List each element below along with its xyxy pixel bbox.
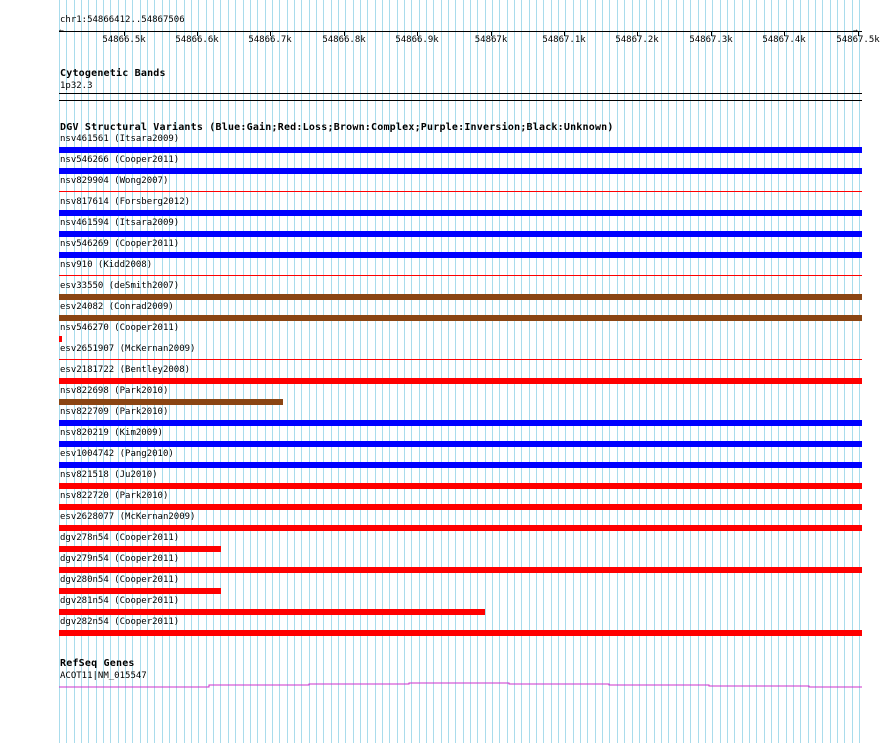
ruler-tick-label: 54866.5k [102,35,146,45]
dgv-feature-label[interactable]: nsv461561 (Itsara2009) [60,134,180,144]
dgv-feature-bar[interactable] [59,210,862,216]
ruler-tick-label: 54866.9k [395,35,439,45]
dgv-feature-bar[interactable] [59,275,862,276]
dgv-feature-bar[interactable] [59,147,862,153]
dgv-feature-label[interactable]: nsv829904 (Wong2007) [60,176,169,186]
ruler-tick-label: 54867.3k [689,35,733,45]
dgv-feature-bar[interactable] [59,359,862,360]
dgv-feature-bar[interactable] [59,168,862,174]
dgv-feature-label[interactable]: esv2181722 (Bentley2008) [60,365,191,375]
dgv-feature-bar[interactable] [59,483,862,489]
cytoband-line-bottom [59,100,862,101]
dgv-feature-bar[interactable] [59,231,862,237]
dgv-feature-bar[interactable] [59,336,62,342]
dgv-feature-label[interactable]: esv2628077 (McKernan2009) [60,512,196,522]
dgv-feature-label[interactable]: nsv546270 (Cooper2011) [60,323,180,333]
refseq-gene-label[interactable]: ACOT11|NM_015547 [60,671,147,681]
dgv-feature-label[interactable]: esv33550 (deSmith2007) [60,281,180,291]
dgv-feature-label[interactable]: dgv282n54 (Cooper2011) [60,617,180,627]
dgv-feature-label[interactable]: nsv822709 (Park2010) [60,407,169,417]
dgv-feature-label[interactable]: nsv910 (Kidd2008) [60,260,153,270]
dgv-feature-label[interactable]: esv24082 (Conrad2009) [60,302,174,312]
dgv-feature-bar[interactable] [59,588,221,594]
dgv-feature-bar[interactable] [59,252,862,258]
ruler-axis-line [59,31,862,32]
ruler-tick-label: 54866.7k [248,35,292,45]
dgv-feature-bar[interactable] [59,630,862,636]
refseq-track-title: RefSeq Genes [60,658,135,669]
dgv-feature-label[interactable]: nsv817614 (Forsberg2012) [60,197,191,207]
dgv-feature-bar[interactable] [59,462,862,468]
dgv-feature-bar[interactable] [59,191,862,192]
ruler-left-arrow: ← [59,26,64,35]
dgv-feature-bar[interactable] [59,546,221,552]
dgv-feature-label[interactable]: nsv822720 (Park2010) [60,491,169,501]
ruler-tick-label: 54867.4k [762,35,806,45]
dgv-feature-bar[interactable] [59,315,862,321]
range-label: chr1:54866412..54867506 [60,15,185,25]
dgv-feature-bar[interactable] [59,567,862,573]
ruler-tick-label: 54867.2k [615,35,659,45]
dgv-feature-label[interactable]: dgv279n54 (Cooper2011) [60,554,180,564]
dgv-feature-label[interactable]: nsv461594 (Itsara2009) [60,218,180,228]
ruler-tick-label: 54867.1k [542,35,586,45]
ruler-tick-label: 54866.8k [322,35,366,45]
dgv-feature-bar[interactable] [59,525,862,531]
cytoband-track-title: Cytogenetic Bands [60,68,166,79]
ruler-right-arrow: → [853,26,858,35]
dgv-feature-label[interactable]: dgv280n54 (Cooper2011) [60,575,180,585]
dgv-feature-label[interactable]: nsv546269 (Cooper2011) [60,239,180,249]
dgv-feature-bar[interactable] [59,609,485,615]
ruler-tick-label: 54867k [474,35,508,45]
dgv-feature-label[interactable]: nsv546266 (Cooper2011) [60,155,180,165]
dgv-track-title: DGV Structural Variants (Blue:Gain;Red:Loss;Brown:Complex;Purple:Inversion;Black:Unknown) [60,122,614,133]
dgv-feature-bar[interactable] [59,399,283,405]
dgv-feature-bar[interactable] [59,294,862,300]
cytoband-line-top [59,93,862,94]
dgv-feature-label[interactable]: nsv820219 (Kim2009) [60,428,163,438]
cytoband-label: 1p32.3 [60,81,93,91]
dgv-feature-label[interactable]: esv1004742 (Pang2010) [60,449,174,459]
dgv-feature-bar[interactable] [59,378,862,384]
dgv-feature-label[interactable]: nsv821518 (Ju2010) [60,470,158,480]
dgv-feature-label[interactable]: esv2651907 (McKernan2009) [60,344,196,354]
dgv-feature-label[interactable]: dgv281n54 (Cooper2011) [60,596,180,606]
refseq-gene-line[interactable] [59,678,862,690]
dgv-feature-bar[interactable] [59,441,862,447]
dgv-feature-label[interactable]: nsv822698 (Park2010) [60,386,169,396]
ruler-tick-label: 54867.5k [836,35,880,45]
dgv-feature-bar[interactable] [59,420,862,426]
ruler-tick-label: 54866.6k [175,35,219,45]
dgv-feature-bar[interactable] [59,504,862,510]
dgv-feature-label[interactable]: dgv278n54 (Cooper2011) [60,533,180,543]
